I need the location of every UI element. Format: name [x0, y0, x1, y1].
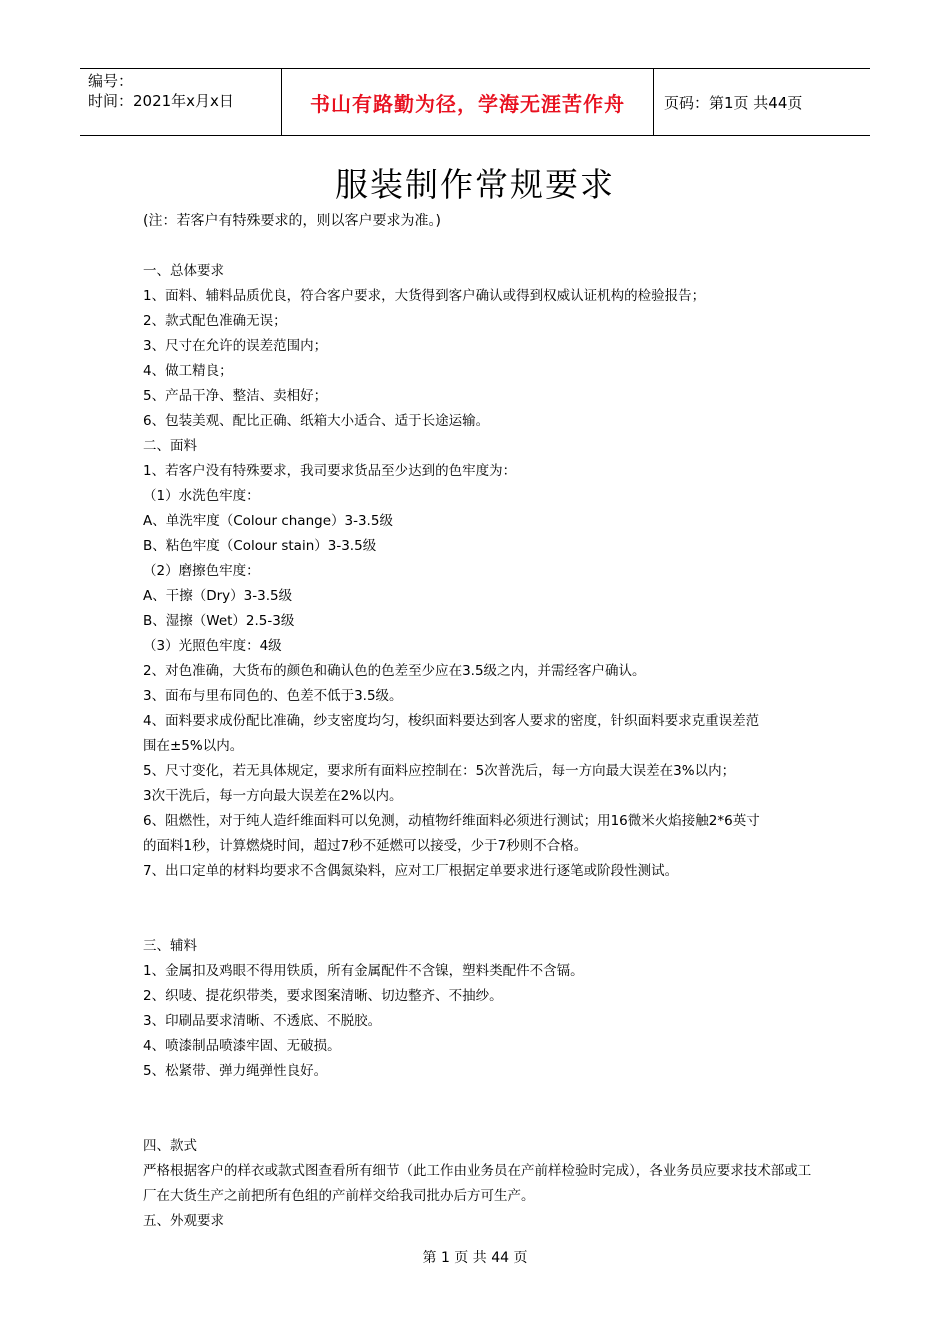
paragraph-line: 5、松紧带、弹力绳弹性良好。: [143, 1063, 328, 1079]
page-footer: 第 1 页 共 44 页: [422, 1250, 528, 1266]
time-label: 时间：2021年x月x日: [88, 92, 234, 110]
paragraph-line: 的面料1秒，计算燃烧时间，超过7秒不延燃可以接受，少于7秒则不合格。: [143, 838, 588, 854]
paragraph-line: （2）磨擦色牢度：: [143, 563, 260, 579]
paragraph-line: B、粘色牢度（Colour stain）3-3.5级: [143, 538, 377, 554]
paragraph-line: （1）水洗色牢度：: [143, 488, 260, 504]
section-heading: 二、面料: [143, 438, 197, 454]
paragraph-line: 6、阻燃性，对于纯人造纤维面料可以免测，动植物纤维面料必须进行测试；用16微米火焰接触2*6英寸: [143, 813, 760, 829]
paragraph-line: 6、包装美观、配比正确、纸箱大小适合、适于长途运输。: [143, 413, 490, 429]
document-note: (注：若客户有特殊要求的，则以客户要求为准。): [143, 213, 441, 229]
page-header: [80, 68, 870, 136]
spacer: [143, 1084, 815, 1134]
header-left-cell: [80, 69, 282, 135]
paragraph-line: 5、尺寸变化，若无具体规定，要求所有面料应控制在：5次普洗后，每一方向最大误差在3%以内；: [143, 763, 736, 779]
section-heading: 一、总体要求: [143, 263, 224, 279]
paragraph-line: 1、面料、辅料品质优良，符合客户要求，大货得到客户确认或得到权威认证机构的检验报告；: [143, 288, 706, 304]
paragraph-line: 3、面布与里布同色的、色差不低于3.5级。: [143, 688, 403, 704]
paragraph-line: 4、面料要求成份配比准确，纱支密度均匀，梭织面料要达到客人要求的密度，针织面料要求克重误差范: [143, 713, 760, 729]
paragraph-line: 围在±5%以内。: [143, 738, 244, 754]
paragraph-line: 4、喷漆制品喷漆牢固、无破损。: [143, 1038, 341, 1054]
paragraph-line: 7、出口定单的材料均要求不含偶氮染料，应对工厂根据定单要求进行逐笔或阶段性测试。: [143, 863, 679, 879]
paragraph-line: 4、做工精良；: [143, 363, 233, 379]
paragraph-line: 2、对色准确，大货布的颜色和确认色的色差至少应在3.5级之内，并需经客户确认。: [143, 663, 646, 679]
section-heading: 五、外观要求: [143, 1213, 224, 1229]
paragraph-line: 1、金属扣及鸡眼不得用铁质，所有金属配件不含镍，塑料类配件不含镉。: [143, 963, 584, 979]
number-label: 编号：: [88, 72, 134, 90]
document-body: [143, 259, 815, 1234]
section-heading: 三、辅料: [143, 938, 197, 954]
paragraph-line: 3、印刷品要求清晰、不透底、不脱胶。: [143, 1013, 382, 1029]
document-title: 服装制作常规要求: [335, 165, 615, 204]
paragraph-line: 3、尺寸在允许的误差范围内；: [143, 338, 328, 354]
paragraph-line: 2、织唛、提花织带类，要求图案清晰、切边整齐、不抽纱。: [143, 988, 503, 1004]
paragraph-line: 2、款式配色准确无误；: [143, 313, 287, 329]
section-heading: 四、款式: [143, 1138, 197, 1154]
paragraph-line: A、干擦（Dry）3-3.5级: [143, 588, 293, 604]
paragraph-line: 3次干洗后，每一方向最大误差在2%以内。: [143, 788, 403, 804]
paragraph-line: 1、若客户没有特殊要求，我司要求货品至少达到的色牢度为：: [143, 463, 517, 479]
paragraph-text: 严格根据客户的样衣或款式图查看所有细节（此工作由业务员在产前样检验时完成），各业务员应要求技术部或工厂在大货生产之前把所有色组的产前样交给我司批办后方可生产。: [143, 1163, 812, 1204]
paragraph-line: （3）光照色牢度：4级: [143, 638, 282, 654]
paragraph-line: B、湿擦（Wet）2.5-3级: [143, 613, 295, 629]
spacer: [143, 884, 815, 934]
header-page-info: 页码：第1页 共44页: [664, 93, 803, 112]
header-motto: 书山有路勤为径，学海无涯苦作舟: [282, 69, 654, 135]
paragraph-line: 5、产品干净、整洁、卖相好；: [143, 388, 328, 404]
paragraph-line: A、单洗牢度（Colour change）3-3.5级: [143, 513, 393, 529]
